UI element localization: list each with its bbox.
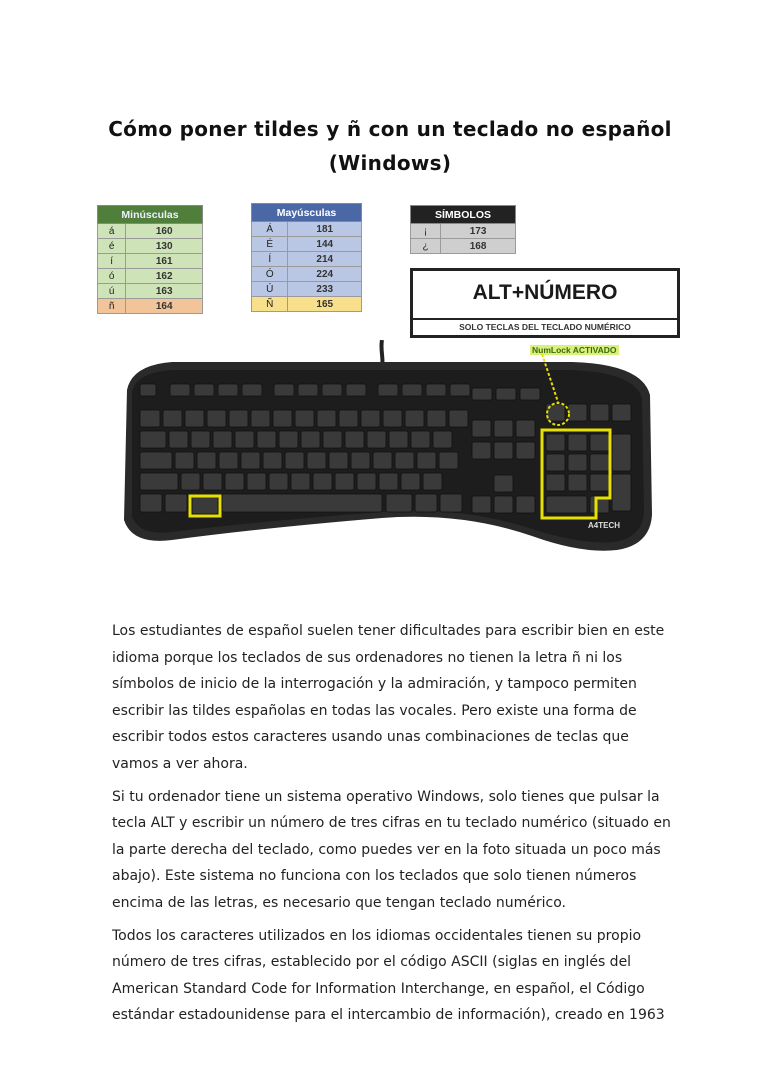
keyboard-key — [496, 388, 516, 400]
table-row — [252, 237, 362, 252]
keyboard-key — [427, 410, 446, 427]
char-cell: ú — [98, 284, 126, 299]
keyboard-key — [241, 452, 260, 469]
keyboard-key — [323, 431, 342, 448]
keyboard-key — [251, 410, 270, 427]
keyboard-key — [383, 410, 402, 427]
keyboard-key — [357, 473, 376, 490]
keyboard-key — [417, 452, 436, 469]
table-row — [252, 282, 362, 297]
keyboard-key — [274, 384, 294, 396]
keyboard-key — [472, 388, 492, 400]
keyboard-key — [140, 410, 160, 427]
keyboard-key — [612, 404, 631, 421]
keyboard-key — [163, 410, 182, 427]
keyboard-key — [192, 496, 218, 514]
paragraph: Los estudiantes de español suelen tener dificultades para escribir bien en este idioma porque los teclados de sus ordenadores no tienen la letra ñ ni los símbolos de inicio de la interrogación y la admiración, y tampoco permiten escribir las tildes españolas en todas las vocales. Pero existe una forma de escribir todos estos caracteres usando unas combinaciones de teclas que vamos a ver ahora. — [112, 623, 665, 772]
keyboard-key — [170, 384, 190, 396]
keyboard-key — [295, 410, 314, 427]
keyboard-key — [590, 434, 609, 451]
char-cell: Ú — [252, 282, 288, 297]
keyboard-key — [346, 384, 366, 396]
code-cell: 161 — [126, 254, 203, 269]
keyboard-key — [568, 454, 587, 471]
keyboard-key — [520, 388, 540, 400]
keyboard-key — [222, 494, 382, 512]
keyboard-key — [345, 431, 364, 448]
code-cell: 130 — [126, 239, 203, 254]
keyboard-key — [472, 496, 491, 513]
keyboard-key — [433, 431, 452, 448]
keyboard-key — [175, 452, 194, 469]
char-cell: á — [98, 224, 126, 239]
page-title: Cómo poner tildes y ñ con un teclado no español (Windows) — [108, 117, 672, 175]
table-row — [252, 252, 362, 267]
keyboard-key — [313, 473, 332, 490]
char-cell: é — [98, 239, 126, 254]
keyboard-key — [405, 410, 424, 427]
keyboard-key — [516, 420, 535, 437]
keyboard-key — [279, 431, 298, 448]
numlock-label: NumLock ACTIVADO — [532, 345, 617, 355]
keyboard-key — [472, 420, 491, 437]
code-cell: 233 — [288, 282, 362, 297]
brand-logo: A4TECH — [588, 521, 621, 530]
lowercase-table-header: Minúsculas — [98, 206, 203, 224]
keyboard-key — [218, 384, 238, 396]
uppercase-table — [251, 203, 362, 312]
code-cell: 164 — [126, 299, 203, 314]
keyboard-key — [401, 473, 420, 490]
keyboard-key — [229, 410, 248, 427]
keyboard-key — [329, 452, 348, 469]
code-cell: 144 — [288, 237, 362, 252]
uppercase-table-header: Mayúsculas — [252, 204, 362, 222]
char-cell: ñ — [98, 299, 126, 314]
keyboard-key — [194, 384, 214, 396]
keyboard-key — [568, 404, 587, 421]
keyboard-key — [185, 410, 204, 427]
keyboard-key — [247, 473, 266, 490]
keyboard-key — [516, 496, 535, 513]
keyboard-key — [449, 410, 468, 427]
keyboard-key — [439, 452, 458, 469]
paragraph: Todos los caracteres utilizados en los idiomas occidentales tienen su propio número de tres cifras, establecido por el código ASCII (siglas en inglés del American Standard Code for Information Interchange, en español, el Código estándar estadounidense para el intercambio de información), creado en 1963 — [112, 927, 665, 1024]
keyboard-key — [546, 454, 565, 471]
keyboard-key — [415, 494, 437, 512]
paragraph: Si tu ordenador tiene un sistema operativo Windows, solo tienes que pulsar la tecla ALT y escribir un número de tres cifras en tu teclado numérico (situado en la parte derecha del teclado, como puedes ver en la foto situada un poco más abajo). Este sistema no funciona con los teclados que solo tienen números encima de las letras, es necesario que tengan teclado numérico. — [112, 788, 671, 911]
keyboard-key — [494, 442, 513, 459]
keyboard-key — [367, 431, 386, 448]
keyboard-key — [203, 473, 222, 490]
table-row — [252, 267, 362, 282]
keyboard-key — [235, 431, 254, 448]
keyboard-key — [269, 473, 288, 490]
keyboard-key — [165, 494, 187, 512]
keyboard-key — [612, 474, 631, 511]
table-row — [252, 222, 362, 237]
keyboard-image — [112, 340, 657, 590]
table-row — [411, 224, 516, 239]
lowercase-table — [97, 205, 203, 314]
keyboard-key — [213, 431, 232, 448]
keyboard-key — [546, 474, 565, 491]
keyboard-key — [378, 384, 398, 396]
keyboard-key — [516, 442, 535, 459]
keyboard-key — [298, 384, 318, 396]
keyboard-key — [322, 384, 342, 396]
char-cell: ¿ — [411, 239, 441, 254]
keyboard-key — [242, 384, 262, 396]
keyboard-key — [207, 410, 226, 427]
keyboard-key — [219, 452, 238, 469]
table-row — [98, 299, 203, 314]
char-cell: Ñ — [252, 297, 288, 312]
alt-number-box — [410, 268, 680, 338]
keyboard-key — [389, 431, 408, 448]
keyboard-key — [379, 473, 398, 490]
keyboard-key — [351, 452, 370, 469]
keyboard-key — [140, 494, 162, 512]
table-row — [98, 224, 203, 239]
keyboard-key — [191, 431, 210, 448]
keyboard-key — [373, 452, 392, 469]
table-row — [98, 269, 203, 284]
keyboard-key — [140, 452, 172, 469]
keyboard-key — [440, 494, 462, 512]
keyboard-key — [169, 431, 188, 448]
code-cell: 181 — [288, 222, 362, 237]
keyboard-key — [307, 452, 326, 469]
keyboard-key — [426, 384, 446, 396]
keyboard-key — [140, 473, 178, 490]
keyboard-key — [181, 473, 200, 490]
keyboard-key — [568, 434, 587, 451]
keyboard-key — [225, 473, 244, 490]
char-cell: Í — [252, 252, 288, 267]
keyboard-key — [494, 420, 513, 437]
article-body — [112, 618, 672, 1035]
char-cell: í — [98, 254, 126, 269]
keyboard-key — [197, 452, 216, 469]
table-row — [411, 239, 516, 254]
char-cell: É — [252, 237, 288, 252]
keyboard-key — [546, 434, 565, 451]
table-row — [98, 254, 203, 269]
keyboard-key — [590, 474, 609, 491]
code-cell: 160 — [126, 224, 203, 239]
keyboard-key — [291, 473, 310, 490]
keyboard-key — [494, 496, 513, 513]
keyboard-key — [140, 431, 166, 448]
keyboard-key — [263, 452, 282, 469]
alt-number-subtitle: SOLO TECLAS DEL TECLADO NUMÉRICO — [413, 318, 677, 335]
keyboard-key — [395, 452, 414, 469]
keyboard-key — [140, 384, 156, 396]
code-cell: 224 — [288, 267, 362, 282]
keyboard-key — [402, 384, 422, 396]
keyboard-key — [590, 454, 609, 471]
char-cell: ¡ — [411, 224, 441, 239]
char-cell: Á — [252, 222, 288, 237]
code-cell: 168 — [441, 239, 516, 254]
keyboard-key — [285, 452, 304, 469]
keyboard-key — [590, 404, 609, 421]
table-row — [98, 284, 203, 299]
keyboard-key — [450, 384, 470, 396]
char-cell: Ó — [252, 267, 288, 282]
keyboard-key — [386, 494, 412, 512]
table-row — [98, 239, 203, 254]
char-cell: ó — [98, 269, 126, 284]
keyboard-key — [472, 442, 491, 459]
keyboard-key — [423, 473, 442, 490]
code-cell: 165 — [288, 297, 362, 312]
keyboard-key — [335, 473, 354, 490]
keyboard-key — [546, 496, 587, 513]
code-cell: 162 — [126, 269, 203, 284]
code-cell: 163 — [126, 284, 203, 299]
keyboard-key — [317, 410, 336, 427]
symbols-table — [410, 205, 516, 254]
keyboard-key — [612, 434, 631, 471]
alt-number-title: ALT+NÚMERO — [472, 281, 618, 304]
symbols-table-header: SÍMBOLOS — [411, 206, 516, 224]
keyboard-key — [257, 431, 276, 448]
keyboard-key — [301, 431, 320, 448]
keyboard-key — [568, 474, 587, 491]
code-cell: 214 — [288, 252, 362, 267]
table-row — [252, 297, 362, 312]
code-cell: 173 — [441, 224, 516, 239]
keyboard-key — [494, 475, 513, 492]
keyboard-key — [411, 431, 430, 448]
keyboard-key — [273, 410, 292, 427]
keyboard-key — [361, 410, 380, 427]
keyboard-key — [339, 410, 358, 427]
